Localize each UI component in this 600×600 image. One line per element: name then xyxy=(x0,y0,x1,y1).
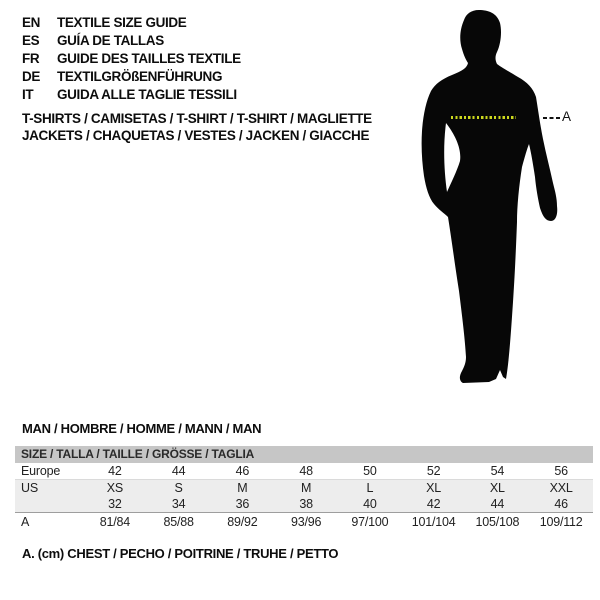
table-cell: XS xyxy=(106,481,124,495)
table-row xyxy=(15,480,593,496)
table-cell: 85/88 xyxy=(163,514,194,529)
table-cell: XXL xyxy=(549,481,573,495)
size-table-body xyxy=(15,463,593,530)
table-cell: 48 xyxy=(299,464,313,478)
lang-title: GUIDE DES TAILLES TEXTILE xyxy=(57,51,241,66)
man-silhouette xyxy=(422,10,558,383)
table-cell: 44 xyxy=(171,464,186,478)
table-cell: 93/96 xyxy=(290,514,322,529)
lang-title: TEXTILE SIZE GUIDE xyxy=(57,15,187,30)
section-title-man: MAN / HOMBRE / HOMME / MANN / MAN xyxy=(22,421,262,436)
table-cell: 46 xyxy=(235,464,250,478)
table-cell: 36 xyxy=(235,497,250,511)
table-cell: 32 xyxy=(108,497,122,511)
chest-measure-dotted-line xyxy=(451,116,516,119)
measure-label-a: A xyxy=(562,109,572,124)
chest-measure-dash-line xyxy=(543,117,560,119)
table-cell: 42 xyxy=(108,464,122,478)
table-cell: M xyxy=(237,481,248,495)
row-label: US xyxy=(21,481,38,495)
size-table-header: SIZE / TALLA / TAILLE / GRÖSSE / TAGLIA xyxy=(15,446,593,463)
table-cell: 46 xyxy=(554,497,568,511)
table-cell: 40 xyxy=(363,497,377,511)
table-cell: 56 xyxy=(554,464,568,478)
table-cell: XL xyxy=(489,481,505,495)
table-cell: L xyxy=(366,481,374,495)
size-table xyxy=(15,446,593,530)
table-cell: 50 xyxy=(363,464,377,478)
table-cell: 34 xyxy=(171,497,186,511)
lang-code: EN xyxy=(22,15,41,30)
table-cell: 81/84 xyxy=(99,514,131,529)
table-cell: S xyxy=(174,481,183,495)
category-tshirts: T-SHIRTS / CAMISETAS / T-SHIRT / T-SHIRT / MAGLIETTE xyxy=(22,111,372,126)
category-jackets: JACKETS / CHAQUETAS / VESTES / JACKEN / GIACCHE xyxy=(22,128,370,143)
row-label: A xyxy=(21,514,30,529)
lang-title: TEXTILGRÖßENFÜHRUNG xyxy=(57,69,223,84)
table-cell: XL xyxy=(426,481,442,495)
table-cell: 101/104 xyxy=(411,514,456,529)
lang-title: GUÍA DE TALLAS xyxy=(57,33,164,48)
table-cell: 105/108 xyxy=(475,514,520,529)
table-cell: 54 xyxy=(490,464,505,478)
table-cell: 97/100 xyxy=(351,514,389,529)
table-cell: 44 xyxy=(490,497,505,511)
table-cell: 89/92 xyxy=(227,514,258,529)
lang-code: DE xyxy=(22,69,41,84)
lang-code: FR xyxy=(22,51,40,66)
table-row xyxy=(15,496,593,512)
footer-measure-note: A. (cm) CHEST / PECHO / POITRINE / TRUHE / PETTO xyxy=(22,546,339,561)
table-cell: 109/112 xyxy=(539,514,583,529)
table-cell: 42 xyxy=(426,497,441,511)
table-cell: 38 xyxy=(299,497,313,511)
table-row xyxy=(15,463,593,480)
lang-code: IT xyxy=(22,87,34,102)
row-label: Europe xyxy=(21,464,61,478)
table-cell: 52 xyxy=(426,464,441,478)
table-row xyxy=(15,512,593,530)
table-cell: M xyxy=(301,481,312,495)
lang-title: GUIDA ALLE TAGLIE TESSILI xyxy=(57,87,237,102)
lang-code: ES xyxy=(22,33,40,48)
